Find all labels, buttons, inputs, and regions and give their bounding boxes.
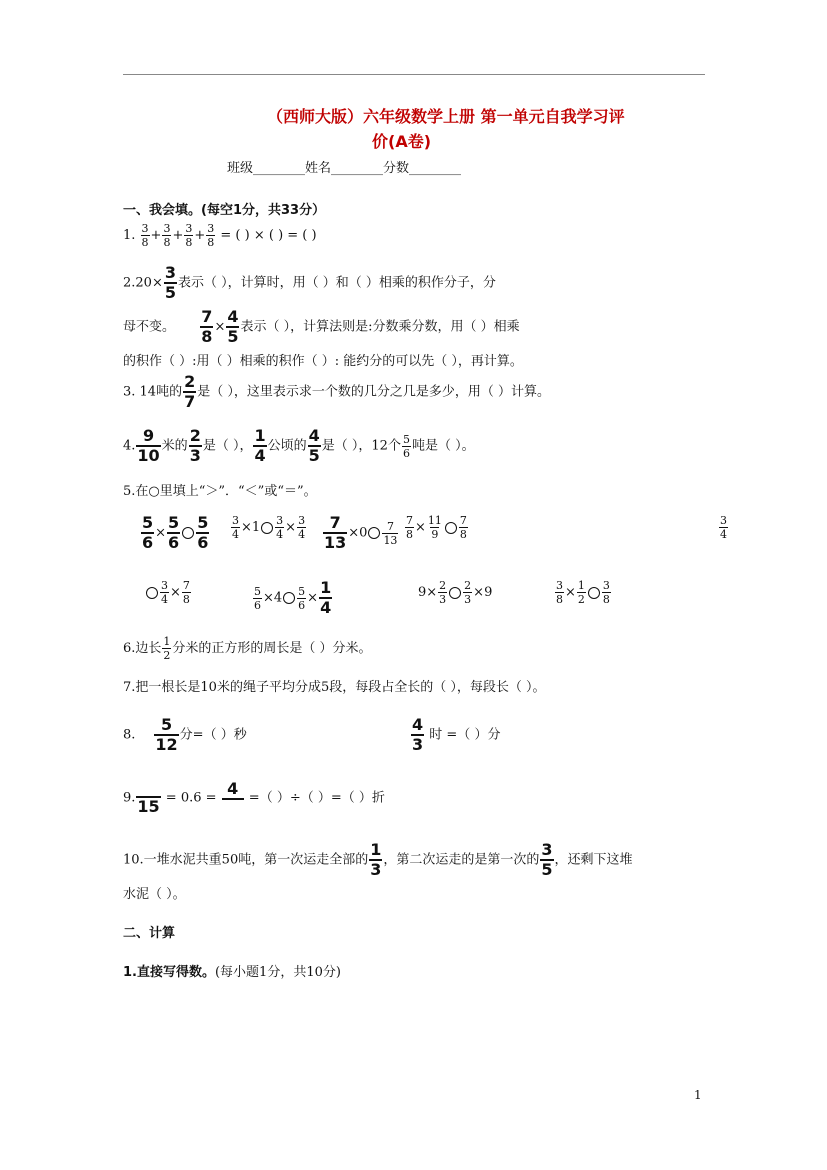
- question-10-line-1: 10.一堆水泥共重50吨，第一次运走全部的 $\frac{1}{3}$ ，第二次运走的是第一次的 $\frac{3}{5}$ ，还剩下这堆: [123, 840, 633, 879]
- compare-expression: $\frac{5}{6}$ × $\frac{5}{6}$ $\frac{5}{6}$: [142, 513, 209, 552]
- question-7: 7.把一根长是10米的绳子平均分成5段，每段占全长的（ ），每段长（ ）。: [123, 680, 546, 695]
- fraction: $\frac{5}{6}$: [197, 513, 209, 552]
- fraction: $\frac{7}{8}$: [459, 514, 467, 541]
- fraction: $\frac{1}{4}$: [320, 578, 332, 617]
- question-9: 9. 15 = 0.6 = 4 =（ ）÷（ ）=（ ）折: [123, 779, 385, 816]
- fraction: $\frac{3}{8}$: [141, 222, 149, 249]
- title-line-1: （西师大版）六年级数学上册 第一单元自我学习评: [267, 107, 625, 126]
- fraction: $\frac{7}{8}$: [182, 579, 190, 606]
- fraction: $\frac{3}{5}$: [164, 263, 176, 302]
- fraction: $\frac{4}{3}$: [412, 715, 424, 754]
- fraction: 4: [222, 781, 244, 815]
- fraction: $\frac{2}{3}$: [439, 579, 447, 606]
- fraction: $\frac{5}{12}$: [155, 715, 178, 754]
- question-4: 4. $\frac{9}{10}$ 米的 $\frac{2}{3}$ 是（ ）， $\frac{1}{4}$ 公顷的 $\frac{4}{5}$ 是（ ），12个 $\frac{5}{6}$ 吨是（ ）。: [123, 426, 475, 465]
- answer-circle[interactable]: [449, 587, 461, 599]
- fraction: $\frac{2}{7}$: [184, 372, 196, 411]
- answer-circle[interactable]: [182, 527, 194, 539]
- question-2-line-1: 2.20× $\frac{3}{5}$ 表示（ ），计算时，用（ ）和（ ）相乘的积作分子，分: [123, 263, 496, 302]
- fraction: $\frac{1}{3}$: [370, 840, 382, 879]
- fraction: $\frac{2}{3}$: [464, 579, 472, 606]
- fraction: $\frac{5}{6}$: [168, 513, 180, 552]
- fraction: $\frac{3}{4}$: [232, 514, 239, 541]
- student-info-line: 班级________姓名________分数________: [227, 161, 462, 176]
- compare-expression: [718, 515, 729, 540]
- question-8-part-1: 8. $\frac{5}{12}$ 分=（ ）秒: [123, 715, 247, 754]
- fraction: $\frac{3}{4}$: [298, 514, 306, 541]
- compare-expression: $\frac{3}{8}$ × $\frac{1}{2}$ $\frac{3}{8}$: [556, 579, 610, 606]
- question-5-instruction: 5.在○里填上“＞”．“＜”或“＝”。: [123, 484, 317, 499]
- fraction: $\frac{7}{8}$: [201, 307, 213, 346]
- section-2-heading: 二、计算: [123, 926, 176, 941]
- fraction: $\frac{5}{6}$: [254, 584, 261, 612]
- fraction: $\frac{3}{4}$: [161, 579, 168, 606]
- answer-circle[interactable]: [588, 587, 600, 599]
- fraction: $\frac{2}{3}$: [189, 426, 201, 465]
- fraction: $\frac{4}{5}$: [308, 426, 320, 465]
- question-1: 1. $\frac{3}{8}$ + $\frac{3}{8}$ + $\frac{3}{8}$ + $\frac{3}{8}$ = ( ) × ( ) = ( ): [123, 222, 317, 249]
- compare-expression: $\frac{3}{4}$ × $\frac{7}{8}$: [145, 580, 192, 605]
- compare-expression: $\frac{7}{8}$ × $\frac{11}{9}$ $\frac{7}{8}$: [406, 514, 467, 541]
- fraction: $\frac{11}{9}$: [427, 514, 442, 541]
- fraction: $\frac{5}{6}$: [402, 432, 410, 460]
- fraction: $\frac{5}{6}$: [298, 584, 306, 612]
- fraction: 15: [137, 797, 160, 816]
- answer-circle[interactable]: [146, 587, 158, 599]
- fraction: $\frac{9}{10}$: [137, 426, 160, 465]
- answer-circle[interactable]: [445, 522, 457, 534]
- title-line-2: 价(A卷): [372, 132, 432, 151]
- question-6: 6.边长 $\frac{1}{2}$ 分米的正方形的周长是（ ）分米。: [123, 635, 372, 662]
- question-2-line-3: 的积作（ ）:用（ ）相乘的积作（ ）: 能约分的可以先（ ），再计算。: [123, 354, 523, 369]
- fraction: $\frac{3}{8}$: [207, 222, 215, 249]
- fraction: $\frac{7}{13}$: [383, 519, 398, 547]
- compare-expression: $\frac{5}{6}$ ×4 $\frac{5}{6}$ × $\frac{1}{4}$: [254, 578, 332, 617]
- fraction: $\frac{1}{4}$: [254, 426, 266, 465]
- fraction: $\frac{7}{13}$: [324, 513, 347, 552]
- compare-expression: $\frac{7}{13}$ ×0 $\frac{7}{13}$: [324, 513, 398, 552]
- answer-circle[interactable]: [283, 592, 295, 604]
- question-3: 3. 14吨的 $\frac{2}{7}$ 是（ ），这里表示求一个数的几分之几是多少，用（ ）计算。: [123, 372, 550, 411]
- fraction: $\frac{1}{2}$: [577, 579, 585, 606]
- fraction: $\frac{3}{5}$: [541, 840, 553, 879]
- header-rule: [123, 74, 705, 75]
- fraction: $\frac{1}{2}$: [163, 635, 171, 662]
- fraction: $\frac{5}{6}$: [142, 513, 154, 552]
- fraction: $\frac{3}{8}$: [163, 222, 171, 249]
- fraction: $\frac{7}{8}$: [406, 514, 413, 541]
- question-8-part-2: $\frac{4}{3}$ 时 =（ ）分: [412, 715, 501, 754]
- fraction: $\frac{3}{8}$: [185, 222, 193, 249]
- page-number: 1: [694, 1088, 702, 1102]
- fraction: $\frac{3}{4}$: [720, 514, 727, 541]
- answer-circle[interactable]: [368, 527, 380, 539]
- answer-circle[interactable]: [261, 522, 273, 534]
- section-1-heading: 一、我会填。(每空1分，共33分）: [123, 203, 326, 218]
- question-10-line-2: 水泥（ ）。: [123, 887, 186, 902]
- fraction: $\frac{4}{5}$: [227, 307, 239, 346]
- compare-expression: $\frac{3}{4}$ ×1 $\frac{3}{4}$ × $\frac{3}{4}$: [232, 514, 306, 541]
- fraction: $\frac{3}{8}$: [556, 579, 563, 606]
- question-2-line-2: 母不变。 $\frac{7}{8}$ × $\frac{4}{5}$ 表示（ ），计算法则是:分数乘分数，用（ ）相乘: [123, 307, 520, 346]
- fraction: $\frac{3}{8}$: [602, 579, 610, 606]
- compare-expression: 9× $\frac{2}{3}$ $\frac{2}{3}$ ×9: [418, 579, 493, 606]
- section-2-subheading: 1.直接写得数。(每小题1分，共10分): [123, 965, 341, 980]
- fraction: $\frac{3}{4}$: [276, 514, 284, 541]
